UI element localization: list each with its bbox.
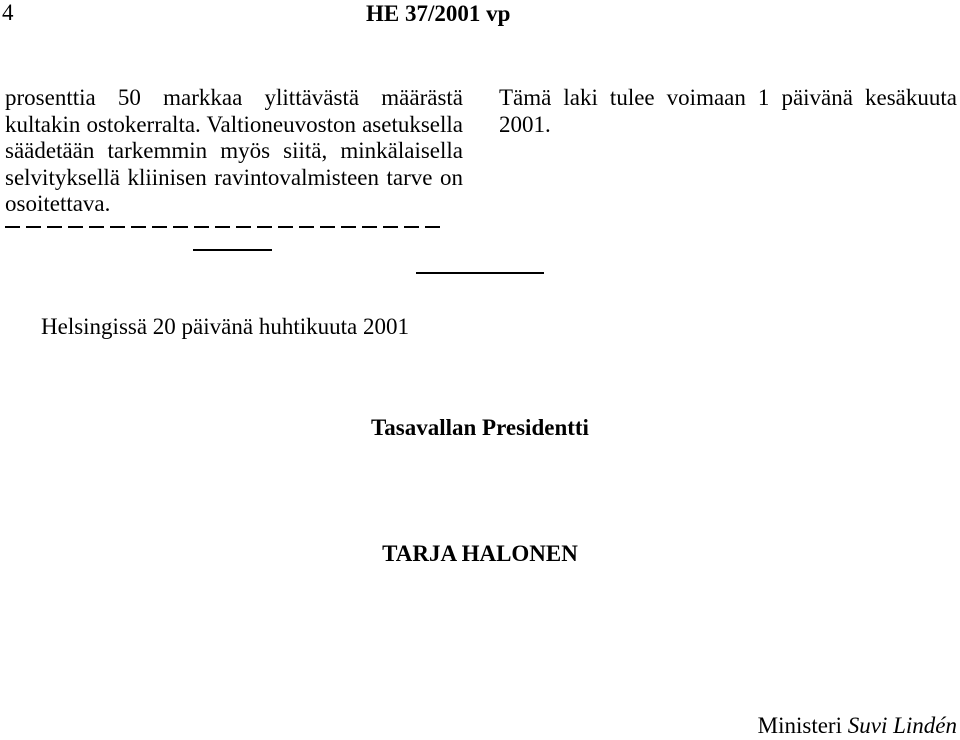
section-end-rule <box>416 272 544 274</box>
right-column-paragraph: Tämä laki tulee voimaan 1 päivänä kesäkuuta 2001. <box>499 85 957 137</box>
president-name: TARJA HALONEN <box>382 541 578 566</box>
minister-title: Ministeri <box>757 713 842 738</box>
document-id: HE 37/2001 vp <box>366 1 511 26</box>
short-rule <box>193 249 272 251</box>
left-column-paragraph: prosenttia 50 markkaa ylittävästä määrästä kultakin ostokerralta. Valtioneuvoston asetuksella säädetään tarkemmin myös siitä, minkälaisella selvityksellä kliinisen ravintovalmisteen tarve on osoitettava. <box>5 85 463 216</box>
minister-signature <box>758 713 957 739</box>
dashed-separator <box>5 226 463 228</box>
place-and-date: Helsingissä 20 päivänä huhtikuuta 2001 <box>41 314 409 339</box>
minister-name: Suvi Lindén <box>847 713 957 738</box>
president-title: Tasavallan Presidentti <box>371 415 589 440</box>
page-number: 4 <box>2 0 14 25</box>
